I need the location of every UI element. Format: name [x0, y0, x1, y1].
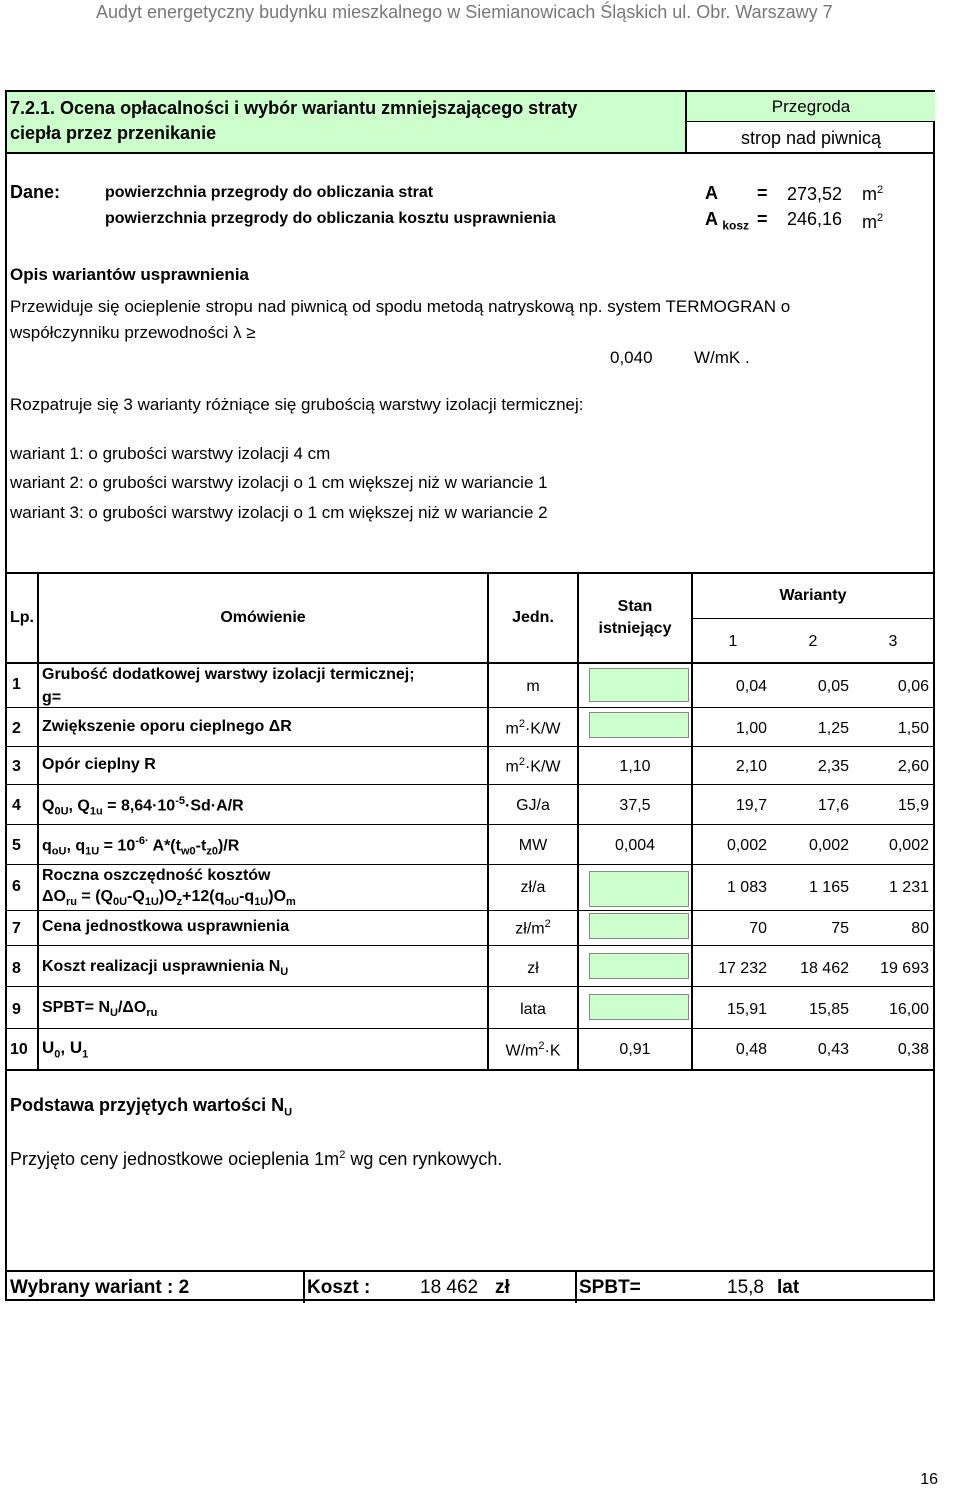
col-header-variants: Warianty: [779, 587, 847, 604]
audit-sheet: [5, 90, 935, 1301]
dane-row2-value: 246,16: [787, 209, 843, 229]
spbt-unit: lat: [777, 1277, 800, 1298]
lambda-value: 0,040: [610, 348, 653, 367]
dane-row1-symbol: A: [705, 183, 718, 203]
partition-label: Przegroda: [771, 97, 851, 116]
col-header-state-line2: istniejący: [598, 620, 672, 637]
col-header-variant-2: 2: [808, 633, 818, 650]
dane-row1-eq: =: [757, 183, 768, 203]
dane-row2-unit: $m^2$: [862, 212, 884, 232]
dane-row1-desc: powierzchnia przegrody do obliczania strat: [105, 184, 434, 201]
lambda-unit: W/mK .: [694, 348, 750, 367]
opis-paragraph-line2: współczynniku przewodności λ ≥: [10, 323, 256, 342]
col-header-description: Omówienie: [220, 609, 306, 626]
title-box: [7, 92, 687, 154]
partition-value-box: [687, 122, 935, 154]
section-title-line2: ciepła przez przenikanie: [10, 123, 217, 143]
page-number: 16: [920, 1471, 938, 1488]
cost-unit: zł: [495, 1277, 510, 1298]
dane-row1-value: 273,52: [787, 184, 843, 204]
variants-intro: Rozpatruje się 3 warianty różniące się grubością warstwy izolacji termicznej:: [10, 395, 584, 414]
variant-2-desc: wariant 2: o grubości warstwy izolacji o 1 cm większej niż w wariancie 1: [10, 473, 548, 492]
col-header-unit: Jedn.: [512, 609, 554, 626]
dane-row1-unit: $m^2$: [862, 184, 884, 204]
summary-row: [7, 1270, 933, 1303]
col-header-lp: Lp.: [10, 609, 34, 626]
spbt-value: 15,8: [727, 1277, 764, 1298]
dane-row2-symbol: A $_{kosz}$: [705, 209, 750, 233]
dane-row2-desc: powierzchnia przegrody do obliczania kosztu usprawnienia: [105, 210, 556, 227]
col-header-variant-1: 1: [728, 633, 738, 650]
cost-value: 18 462: [420, 1277, 479, 1298]
variant-3-desc: wariant 3: o grubości warstwy izolacji o 1 cm większej niż w wariancie 2: [10, 503, 548, 522]
col-header-variant-3: 3: [888, 633, 898, 650]
opis-paragraph-line1: Przewiduje się ocieplenie stropu nad piwnicą od spodu metodą natryskową np. system TERMOGRAN o: [10, 297, 791, 316]
variant-1-desc: wariant 1: o grubości warstwy izolacji 4 cm: [10, 444, 331, 463]
partition-label-box: [687, 92, 935, 122]
dane-row2-eq: =: [757, 209, 768, 229]
cost-label: Koszt :: [307, 1277, 371, 1298]
variants-table: Lp. Omówienie Jedn. Stan istniejący Warianty 1 2 3 1 Grubość dodatkowej warstwy izolacji termicznej; g= m 0,04 0,05 0,06 2 Zwiększenie oporu cieplnego ΔR $m^2\cdot K/W$ 1,00 1,25 1,50 3 Opór cieplny R $m^2\cdot K/W$ 1,10 2,10 2,35 2,60 4 $Q_{0U}$, $Q_{1u} = 8,64\cdot 10^{-5}\cdot Sd\cdot A/R$ GJ/a 37,5 19,7 17,6 15,9 5 $q_{oU}$, $q_{1U} = 10^{-6\cdot}$ $A*(t_{w0}-t_{z0})/R$ MW 0,004 0,002 0,002 0,002 6 Roczna oszczędność kosztów $\Delta O_{ru} = (Q_{0U}-Q_{1U})O_z+12(q_{oU}-q_{1U})O_m$ zł/a 1 083 1 165 1 231 7 Cena jednostkowa usprawnienia $zł/m^2$ 70 75 80 8 Koszt realizacji usprawnienia $N_U$ zł 17 232 18 462 19 693 9 SPBT= $N_U/\Delta O_{ru}$ lata 15,91 15,85 16,00 10 $U_0$, $U_1$ $W/m^2\cdot K$ 0,91 0,48 0,43 0,38: [7, 572, 933, 1071]
spbt-label: SPBT=: [579, 1277, 641, 1298]
col-header-state-line1: Stan: [617, 598, 653, 615]
podstawa-text: Przyjęto ceny jednostkowe ocieplenia $1m^2$ wg cen rynkowych.: [10, 1149, 503, 1169]
partition-value: strop nad piwnicą: [740, 128, 882, 148]
section-title-line1: 7.2.1. Ocena opłacalności i wybór wariantu zmniejszającego straty: [10, 98, 578, 118]
opis-heading: Opis wariantów usprawnienia: [10, 265, 249, 284]
running-header: Audyt energetyczny budynku mieszkalnego w Siemianowicach Śląskich ul. Obr. Warszawy 7: [96, 2, 833, 22]
podstawa-heading: Podstawa przyjętych wartości $N_U$: [10, 1095, 293, 1119]
dane-label: Dane:: [10, 182, 61, 202]
chosen-variant: Wybrany wariant : 2: [10, 1277, 190, 1298]
